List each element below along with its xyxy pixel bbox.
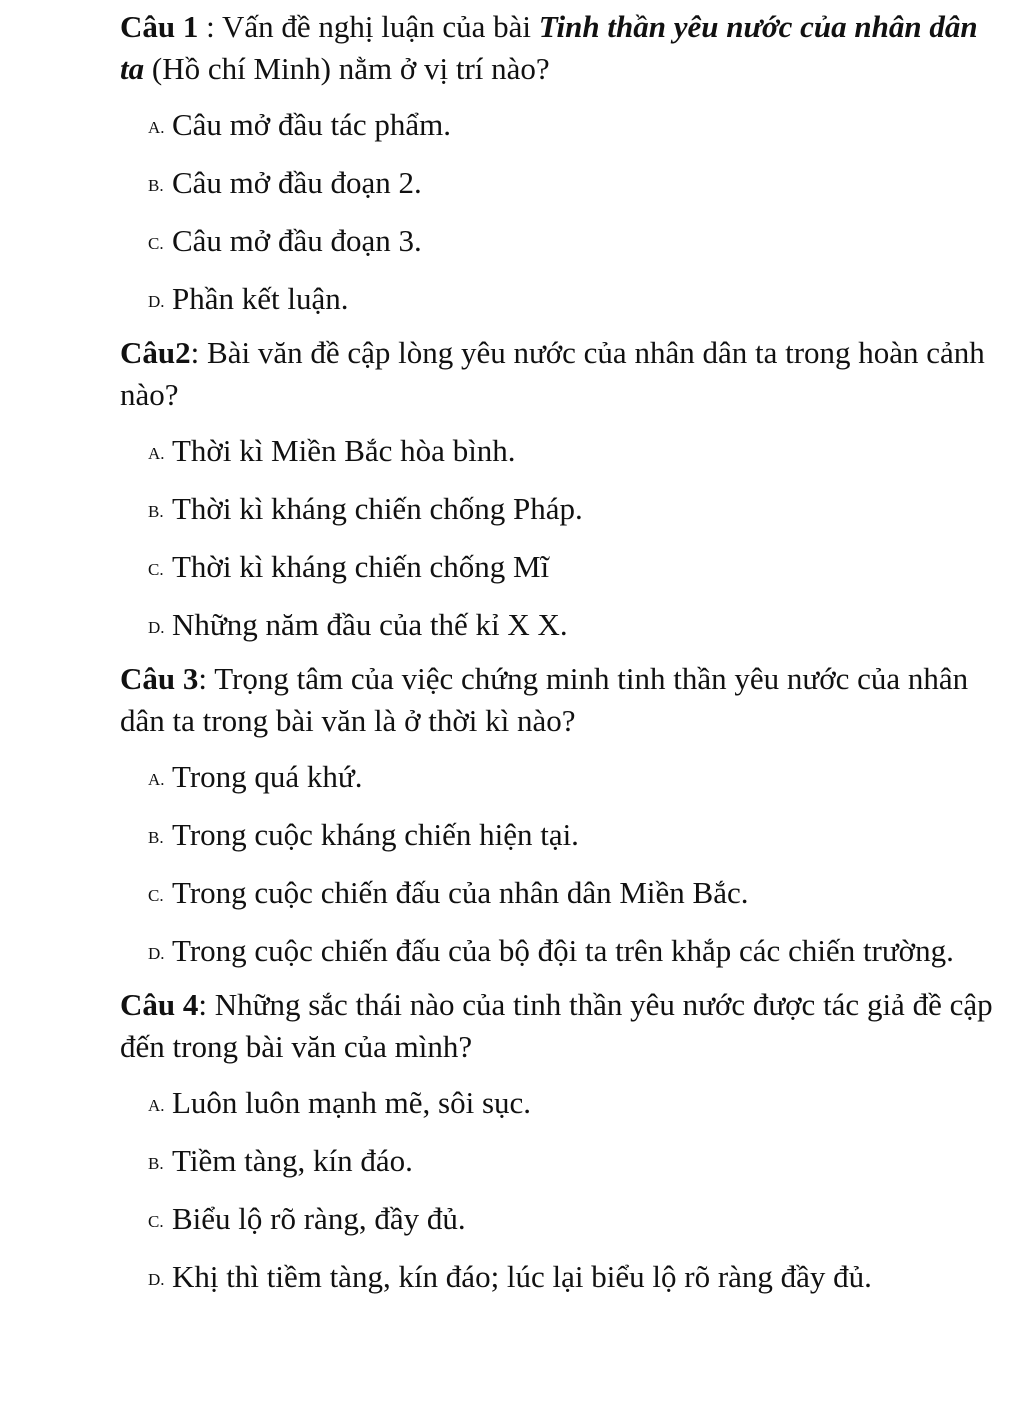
option-text: Thời kì kháng chiến chống Pháp. [172, 491, 583, 526]
question-3-text: Trọng tâm của việc chứng minh tinh thần yêu nước của nhân dân ta trong bài văn là ở thời kì nào? [120, 661, 969, 738]
option-text: Phần kết luận. [172, 281, 349, 316]
option-text: Trong quá khứ. [172, 759, 363, 794]
option-3a[interactable] [120, 756, 1000, 798]
option-1c[interactable] [120, 220, 1000, 262]
work-title: Tinh thần yêu nước của nhân dân ta [120, 9, 978, 86]
option-text: Trong cuộc chiến đấu của nhân dân Miền Bắc. [172, 875, 749, 910]
option-3b[interactable] [120, 814, 1000, 856]
option-text: Câu mở đầu tác phẩm. [172, 107, 451, 142]
quiz-page [120, 0, 1000, 1298]
question-3-label: Câu 3 [120, 661, 199, 696]
option-letter: A. [148, 118, 165, 137]
option-text: Thời kì Miền Bắc hòa bình. [172, 433, 516, 468]
option-4a[interactable] [120, 1082, 1000, 1124]
option-4b[interactable] [120, 1140, 1000, 1182]
option-letter: C. [148, 234, 164, 253]
question-4-separator: : [198, 987, 215, 1022]
option-text: Câu mở đầu đoạn 3. [172, 223, 422, 258]
question-2 [120, 332, 1000, 416]
option-text: Trong cuộc chiến đấu của bộ đội ta trên khắp các chiến trường. [172, 933, 954, 968]
question-1-text-before: Vấn đề nghị luận của bài [221, 9, 539, 44]
option-letter: A. [148, 1096, 165, 1115]
option-letter: C. [148, 560, 164, 579]
option-4d[interactable] [120, 1256, 1000, 1298]
option-letter: D. [148, 292, 165, 311]
question-3 [120, 658, 1000, 742]
question-1-options [120, 104, 1000, 320]
option-2d[interactable] [120, 604, 1000, 646]
question-1-separator: : [198, 9, 222, 44]
question-2-text: Bài văn đề cập lòng yêu nước của nhân dân ta trong hoàn cảnh nào? [120, 335, 985, 412]
option-1a[interactable] [120, 104, 1000, 146]
question-3-separator: : [198, 661, 215, 696]
question-2-options [120, 430, 1000, 646]
option-text: Biểu lộ rõ ràng, đầy đủ. [172, 1201, 466, 1236]
question-4-text: Những sắc thái nào của tinh thần yêu nước được tác giả đề cập đến trong bài văn của mình? [120, 987, 993, 1064]
option-text: Câu mở đầu đoạn 2. [172, 165, 422, 200]
option-letter: D. [148, 1270, 165, 1289]
option-letter: A. [148, 770, 165, 789]
option-2a[interactable] [120, 430, 1000, 472]
question-4-options [120, 1082, 1000, 1298]
question-1-text-after: (Hồ chí Minh) nằm ở vị trí nào? [144, 51, 550, 86]
option-1b[interactable] [120, 162, 1000, 204]
option-2b[interactable] [120, 488, 1000, 530]
option-text: Thời kì kháng chiến chống Mĩ [172, 549, 550, 584]
question-1-label: Câu 1 [120, 9, 199, 44]
option-2c[interactable] [120, 546, 1000, 588]
option-letter: C. [148, 886, 164, 905]
question-4-label: Câu 4 [120, 987, 199, 1022]
option-4c[interactable] [120, 1198, 1000, 1240]
option-3c[interactable] [120, 872, 1000, 914]
option-text: Tiềm tàng, kín đáo. [172, 1143, 413, 1178]
option-letter: B. [148, 1154, 164, 1173]
option-3d[interactable] [120, 930, 1000, 972]
option-1d[interactable] [120, 278, 1000, 320]
question-2-label: Câu2 [120, 335, 191, 370]
option-letter: B. [148, 828, 164, 847]
option-text: Luôn luôn mạnh mẽ, sôi sục. [172, 1085, 532, 1120]
option-letter: A. [148, 444, 165, 463]
option-letter: D. [148, 944, 165, 963]
option-text: Khị thì tiềm tàng, kín đáo; lúc lại biểu lộ rõ ràng đầy đủ. [172, 1259, 872, 1294]
option-letter: C. [148, 1212, 164, 1231]
option-letter: B. [148, 176, 164, 195]
question-2-separator: : [190, 335, 208, 370]
question-4 [120, 984, 1000, 1068]
option-letter: D. [148, 618, 165, 637]
option-text: Những năm đầu của thế kỉ X X. [172, 607, 568, 642]
question-3-options [120, 756, 1000, 972]
option-text: Trong cuộc kháng chiến hiện tại. [172, 817, 579, 852]
option-letter: B. [148, 502, 164, 521]
question-1 [120, 6, 1000, 90]
